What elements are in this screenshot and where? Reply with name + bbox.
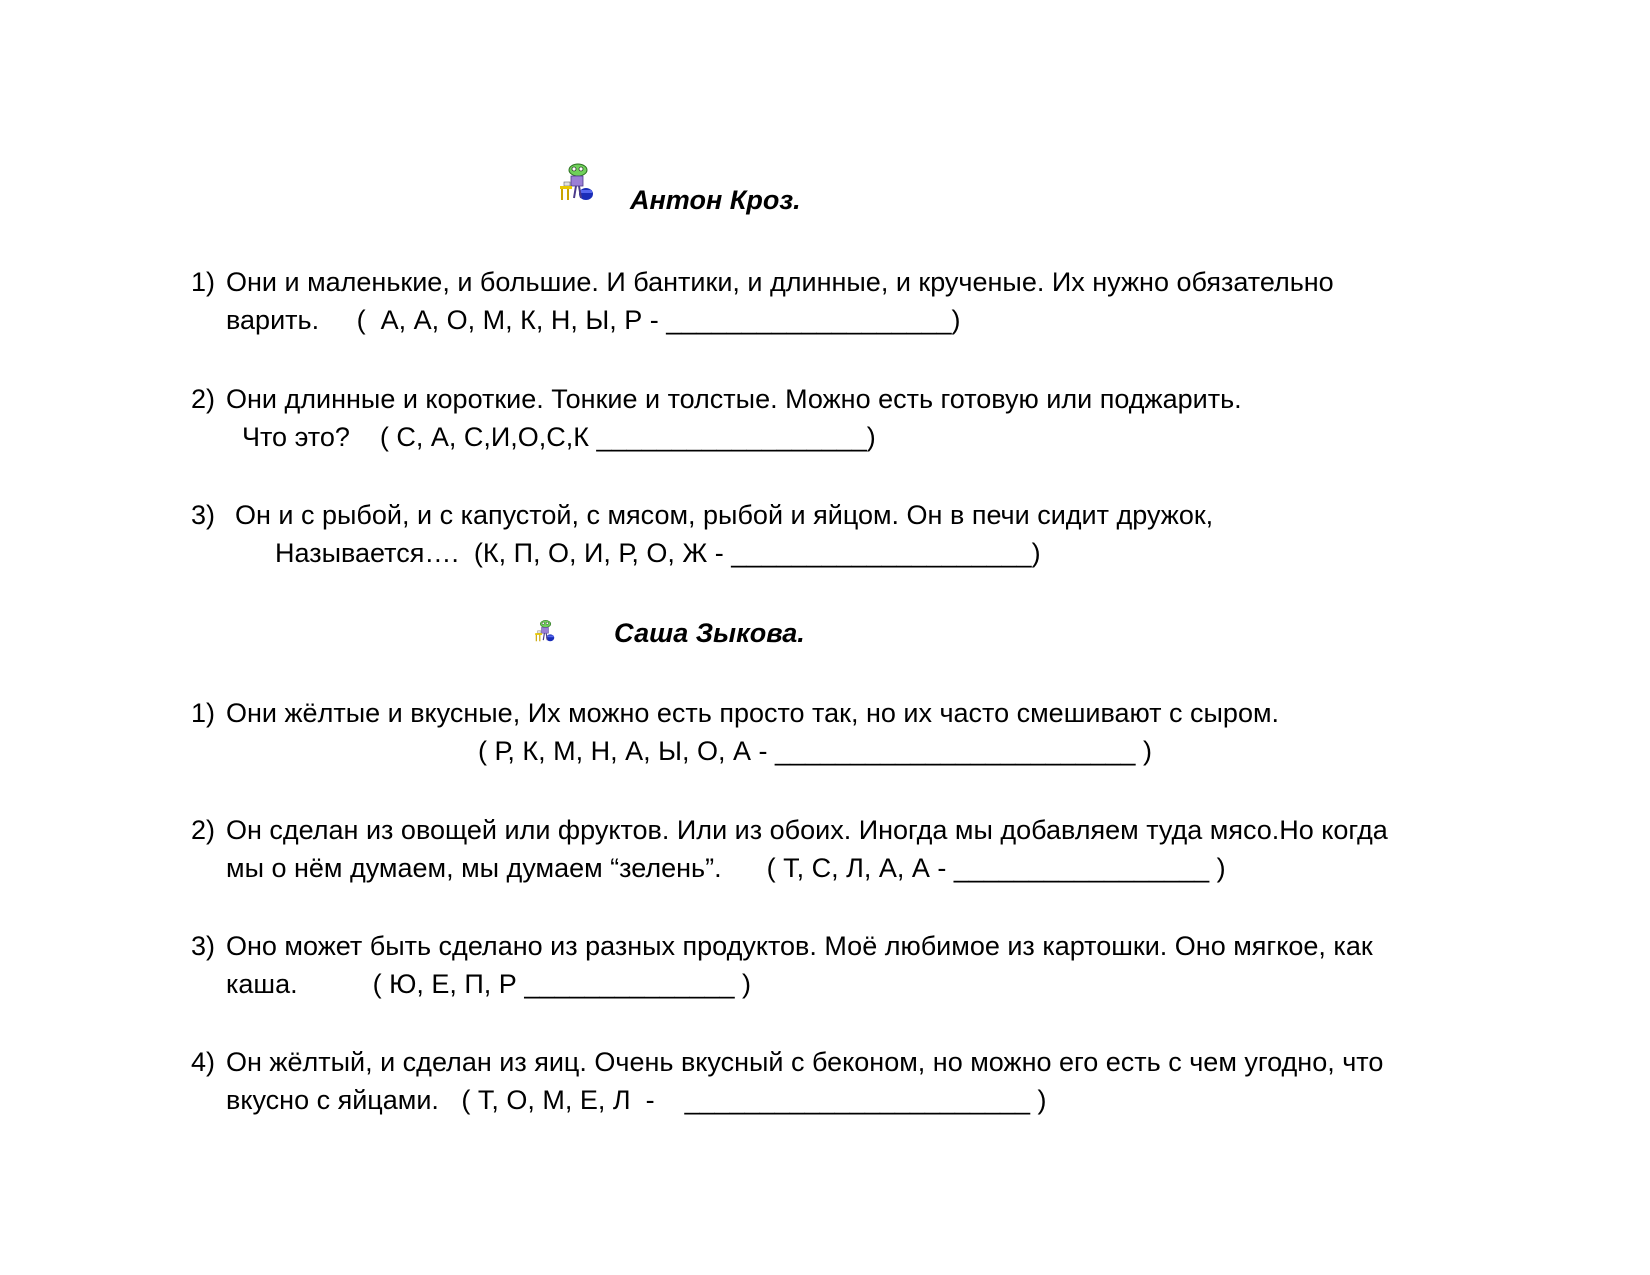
cartoon-character-clipart-icon bbox=[534, 618, 556, 646]
riddle-text: Он сделан из овощей или фруктов. Или из обоих. Иногда мы добавляем туда мясо.Но когда bbox=[226, 815, 1388, 845]
author-heading-2: Саша Зыкова. bbox=[614, 618, 805, 648]
item-number: 1) bbox=[191, 267, 216, 297]
item-number: 4) bbox=[191, 1047, 216, 1077]
riddle-text: Они жёлтые и вкусные, Их можно есть просто так, но их часто смешивают с сыром. bbox=[226, 698, 1280, 728]
author-heading-1: Антон Кроз. bbox=[630, 185, 801, 215]
riddle-text: Оно может быть сделано из разных продуктов. Моё любимое из картошки. Оно мягкое, как bbox=[226, 931, 1373, 961]
cartoon-character-clipart-icon bbox=[558, 160, 596, 208]
riddle-text: Они длинные и короткие. Тонкие и толстые. Можно есть готовую или поджарить. bbox=[226, 384, 1242, 414]
riddle-text: Они и маленькие, и большие. И бантики, и длинные, и крученые. Их нужно обязательно bbox=[226, 267, 1334, 297]
riddle-answer-line: варить. ( А, А, О, М, К, Н, Ы, Р - ___________________) bbox=[226, 305, 961, 335]
riddle-answer-line: каша. ( Ю, Е, П, Р ______________ ) bbox=[226, 969, 752, 999]
riddle-answer-line: Что это? ( С, А, С,И,О,С,К __________________) bbox=[242, 422, 876, 452]
riddle-text: Он и с рыбой, и с капустой, с мясом, рыбой и яйцом. Он в печи сидит дружок, bbox=[235, 500, 1214, 530]
riddle-answer-line: ( Р, К, М, Н, А, Ы, О, А - ________________________ ) bbox=[478, 736, 1152, 766]
item-number: 2) bbox=[191, 815, 216, 845]
item-number: 1) bbox=[191, 698, 216, 728]
item-number: 3) bbox=[191, 931, 216, 961]
riddle-answer-line: вкусно с яйцами. ( Т, О, М, Е, Л - _______________________ ) bbox=[226, 1085, 1047, 1115]
item-number: 2) bbox=[191, 384, 216, 414]
riddle-text: Он жёлтый, и сделан из яиц. Очень вкусный с беконом, но можно его есть с чем угодно, что bbox=[226, 1047, 1384, 1077]
item-number: 3) bbox=[191, 500, 216, 530]
riddle-answer-line: Называется…. (К, П, О, И, Р, О, Ж - ____________________) bbox=[275, 538, 1041, 568]
riddle-answer-line: мы о нём думаем, мы думаем “зелень”. ( Т, С, Л, А, А - _________________ ) bbox=[226, 853, 1226, 883]
